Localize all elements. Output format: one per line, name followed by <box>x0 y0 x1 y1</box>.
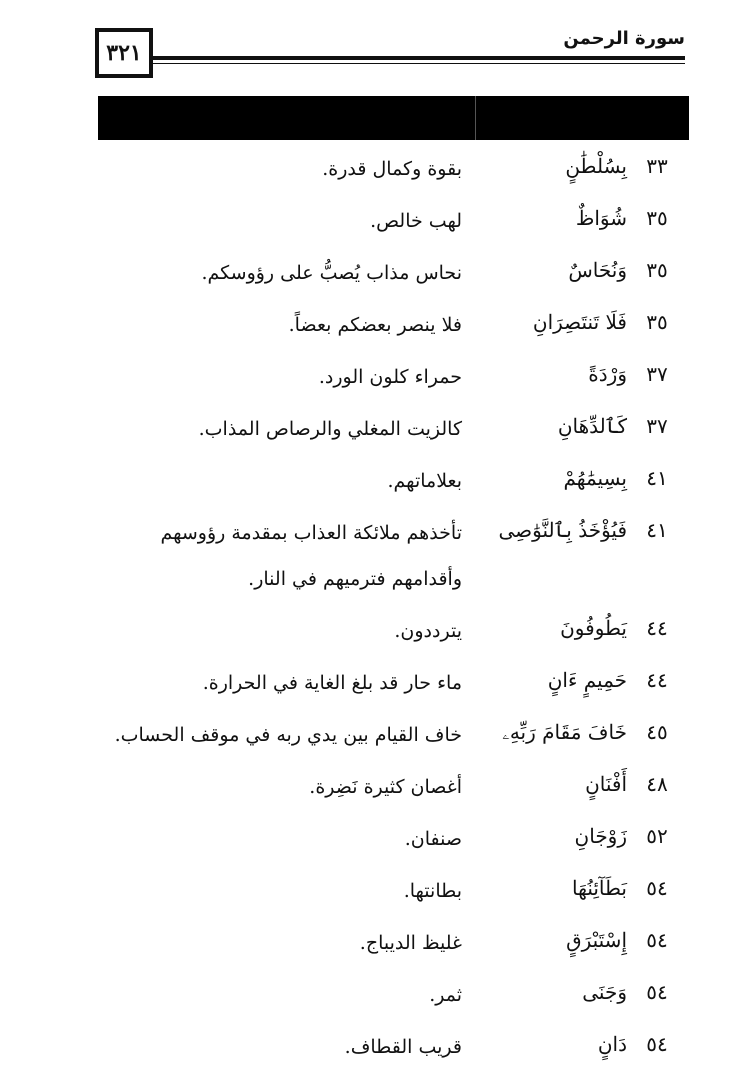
table-row <box>98 296 689 348</box>
word-meaning: تأخذهم ملائكة العذاب بمقدمة رؤوسهم وأقدامهم فترميهم في النار. <box>160 522 462 590</box>
table-row <box>98 400 689 452</box>
word-meaning: بطانتها. <box>403 880 462 902</box>
table-row <box>98 966 689 1018</box>
word-meaning: صنفان. <box>404 828 462 850</box>
verse-number: ٥٤ <box>646 980 668 1004</box>
table-row <box>98 810 689 862</box>
quran-word: بِسِيمَٰهُمْ <box>563 466 627 490</box>
word-meaning: ثمر. <box>429 984 462 1006</box>
table-row <box>98 348 689 400</box>
table-row <box>98 504 689 602</box>
word-meaning: قريب القطاف. <box>344 1036 462 1058</box>
verse-number: ٥٤ <box>646 876 668 900</box>
page-header <box>0 0 755 90</box>
quran-word: أَفْنَانٍ <box>585 772 627 796</box>
table-row <box>98 914 689 966</box>
word-meaning: يترددون. <box>394 620 462 642</box>
quran-word: يَطُوفُونَ <box>560 616 627 640</box>
header-rule-thin <box>153 63 685 64</box>
verse-number: ٣٥ <box>646 258 668 282</box>
verse-number: ٣٣ <box>646 154 668 178</box>
quran-word: بَطَآئِنُهَا <box>572 876 627 900</box>
quran-word: وَنُحَاسٌ <box>568 258 627 282</box>
verse-number: ٣٥ <box>646 206 668 230</box>
verse-number: ٥٤ <box>646 928 668 952</box>
table-row <box>98 654 689 706</box>
verse-number: ٣٥ <box>646 310 668 334</box>
page-number: ٣٢١ <box>95 28 153 78</box>
table-row <box>98 758 689 810</box>
quran-word: خَافَ مَقَامَ رَبِّهِۦ <box>502 720 627 744</box>
quran-word: شُوَاظٌ <box>575 206 627 230</box>
verse-number: ٤٥ <box>646 720 668 744</box>
word-meaning: غليظ الديباج. <box>359 932 462 954</box>
verse-number: ٤٨ <box>646 772 668 796</box>
verse-number: ٣٧ <box>646 414 668 438</box>
word-meaning: كالزيت المغلي والرصاص المذاب. <box>198 418 462 440</box>
table-row <box>98 862 689 914</box>
quran-word: وَجَنَى <box>582 980 627 1004</box>
word-meaning: بعلاماتهم. <box>387 470 462 492</box>
quran-word: حَمِيمٍ ءَانٍ <box>547 668 627 692</box>
table-header-bar <box>98 96 689 140</box>
verse-number: ٥٤ <box>646 1032 668 1056</box>
word-meaning: فلا ينصر بعضكم بعضاً. <box>288 314 462 336</box>
verse-number: ٥٢ <box>646 824 668 848</box>
table-row <box>98 244 689 296</box>
quran-word: بِسُلْطَٰنٍ <box>565 154 627 178</box>
word-meaning: لهب خالص. <box>370 210 462 232</box>
table-row <box>98 452 689 504</box>
table-row <box>98 140 689 192</box>
table-row <box>98 602 689 654</box>
table-row <box>98 1018 689 1070</box>
vocabulary-table <box>98 140 689 1070</box>
quran-word: دَانٍ <box>597 1032 627 1056</box>
table-row <box>98 192 689 244</box>
table-row <box>98 706 689 758</box>
surah-title: سورة الرحمن <box>563 28 685 49</box>
quran-word: زَوْجَانِ <box>574 824 627 848</box>
word-meaning: ماء حار قد بلغ الغاية في الحرارة. <box>202 672 462 694</box>
word-meaning: حمراء كلون الورد. <box>318 366 462 388</box>
quran-word: وَرْدَةً <box>588 362 627 386</box>
verse-number: ٣٧ <box>646 362 668 386</box>
word-meaning: أغصان كثيرة نَضِرة. <box>309 776 462 798</box>
quran-word: فَيُؤْخَذُ بِٱلنَّوَٰصِى <box>498 518 627 542</box>
verse-number: ٤٤ <box>646 616 668 640</box>
verse-number: ٤٤ <box>646 668 668 692</box>
quran-word: فَلَا تَنتَصِرَانِ <box>532 310 627 334</box>
header-rule-thick <box>153 56 685 60</box>
verse-number: ٤١ <box>646 518 668 542</box>
quran-word: إِسْتَبْرَقٍ <box>566 928 627 952</box>
verse-number: ٤١ <box>646 466 668 490</box>
quran-word: كَٱلدِّهَانِ <box>557 414 627 438</box>
word-meaning: خاف القيام بين يدي ربه في موقف الحساب. <box>114 724 462 746</box>
word-meaning: نحاس مذاب يُصبُّ على رؤوسكم. <box>201 262 462 284</box>
table-header-divider <box>475 96 476 140</box>
word-meaning: بقوة وكمال قدرة. <box>322 158 462 180</box>
